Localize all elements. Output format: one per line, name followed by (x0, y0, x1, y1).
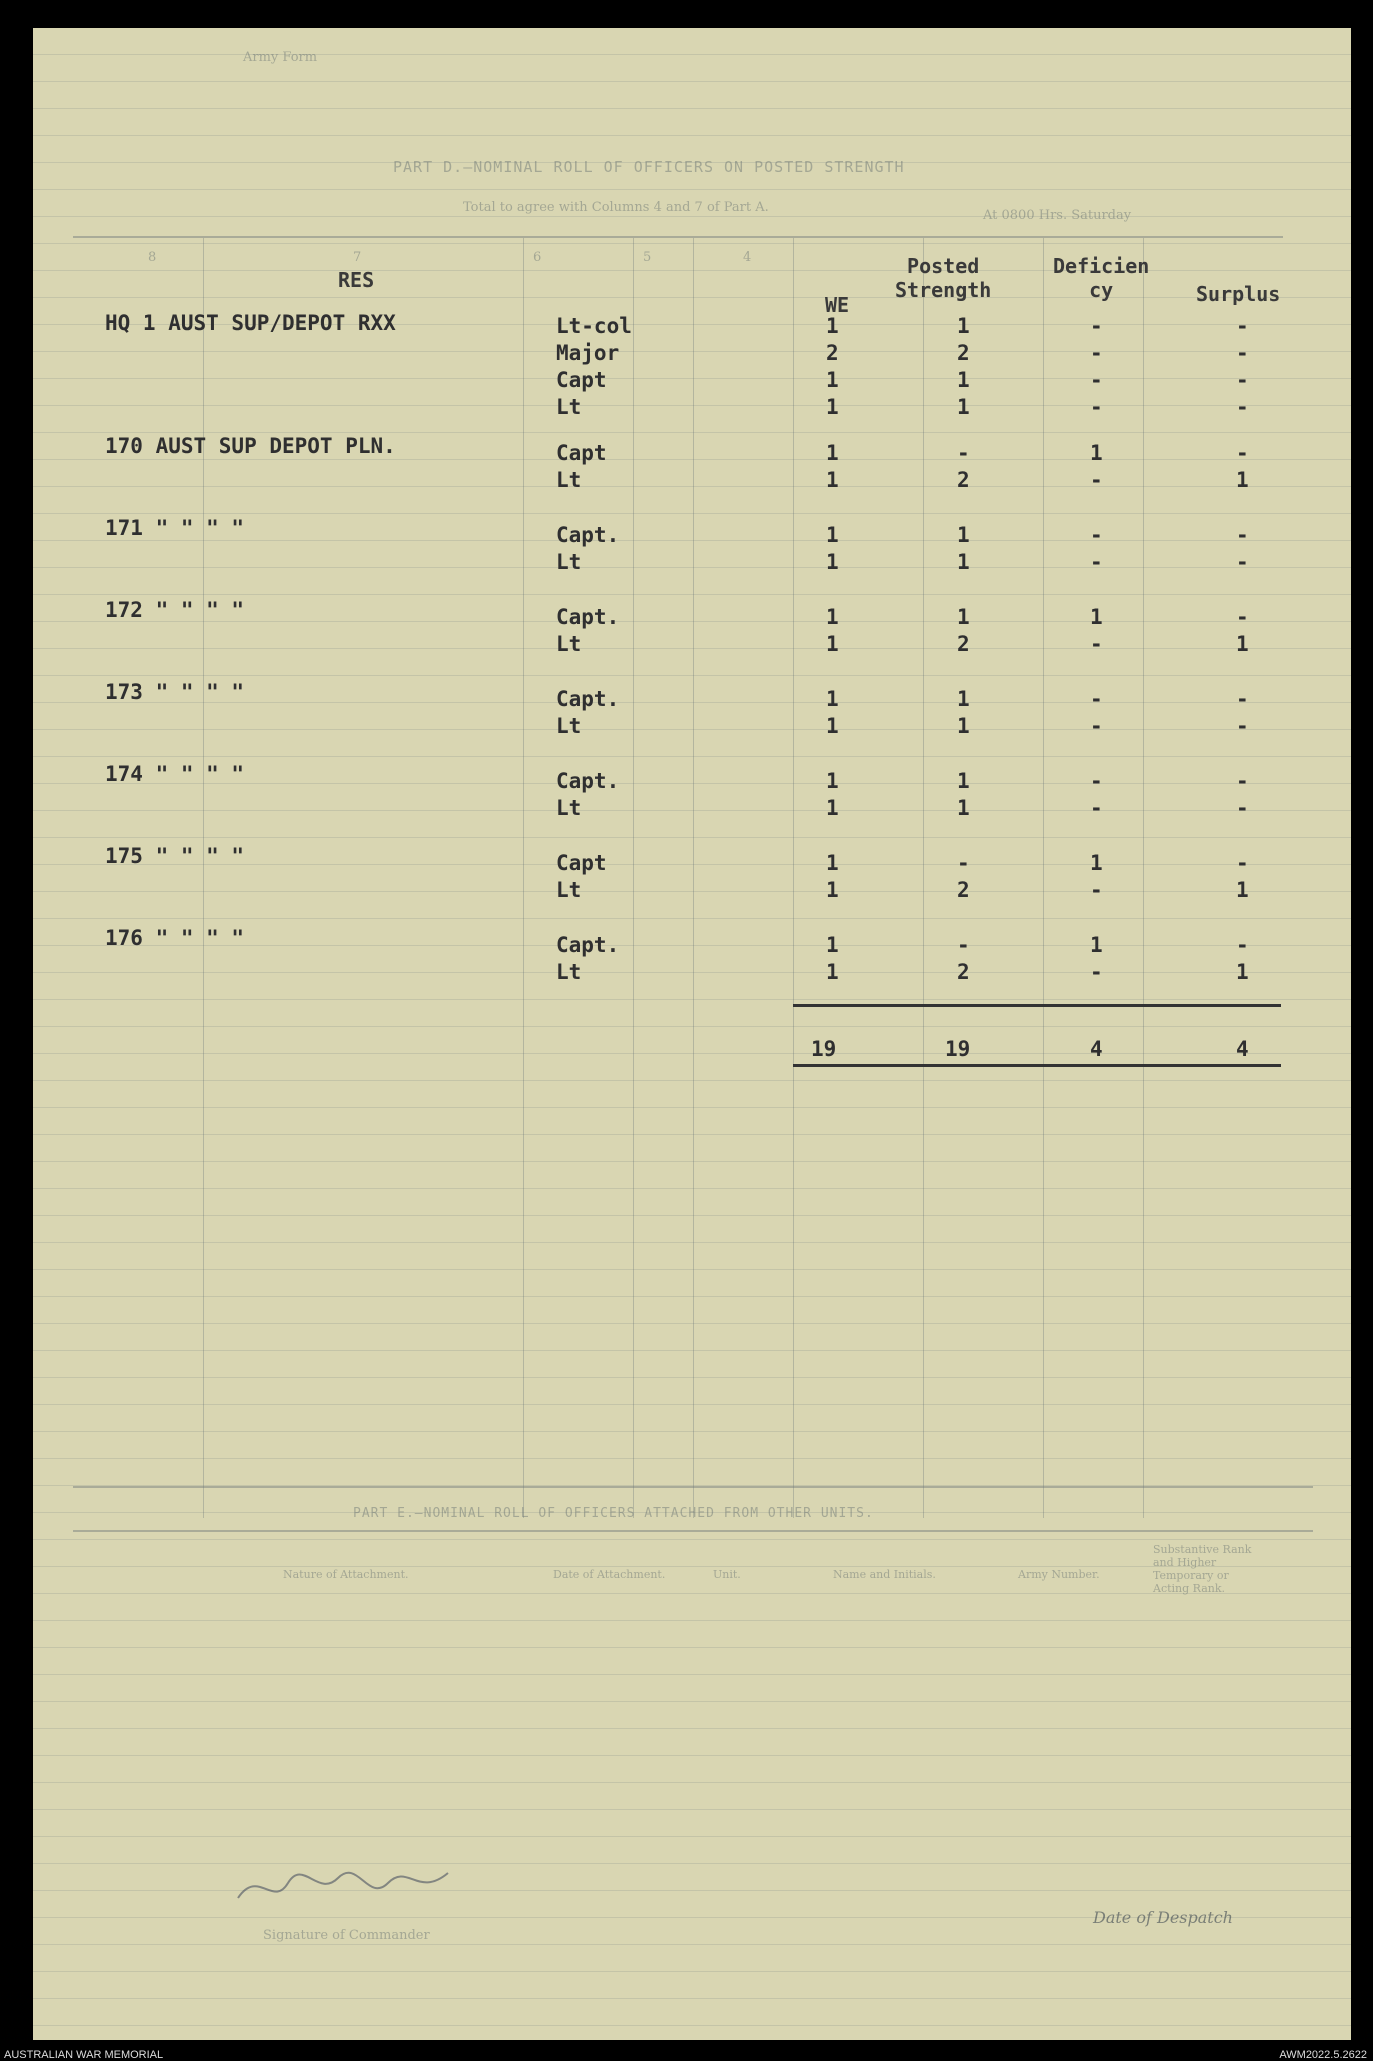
cell-rank: Lt (556, 796, 582, 820)
cell-rank: Lt (556, 632, 582, 656)
cell-def: 1 (1090, 441, 1103, 465)
cell-posted: 1 (957, 523, 970, 547)
cell-we: 1 (826, 878, 839, 902)
part-e-col-army-number: Army Number. (1018, 1568, 1100, 1581)
cell-rank: Major (556, 341, 620, 365)
cell-we: 1 (826, 796, 839, 820)
cell-def: - (1090, 769, 1103, 793)
document-page (33, 28, 1351, 2040)
part-e-col-name: Name and Initials. (833, 1568, 936, 1581)
cell-def: - (1090, 878, 1103, 902)
we-header: WE (825, 293, 850, 317)
res-header: RES (338, 268, 375, 292)
cell-def: - (1090, 314, 1103, 338)
cell-def: - (1090, 796, 1103, 820)
cell-we: 1 (826, 441, 839, 465)
total-deficiency: 4 (1090, 1037, 1103, 1061)
cell-we: 1 (826, 851, 839, 875)
cell-we: 1 (826, 368, 839, 392)
cell-def: - (1090, 368, 1103, 392)
unit-name: 176 " " " " (105, 926, 245, 950)
cell-sur: - (1236, 441, 1249, 465)
unit-name: 172 " " " " (105, 598, 245, 622)
posted-strength-header: Posted Strength (895, 254, 992, 302)
cell-we: 1 (826, 468, 839, 492)
cell-def: - (1090, 341, 1103, 365)
cell-posted: 1 (957, 687, 970, 711)
cell-rank: Capt (556, 441, 607, 465)
cell-rank: Capt. (556, 933, 620, 957)
cell-posted: - (957, 441, 970, 465)
footer-left: AUSTRALIAN WAR MEMORIAL (4, 2049, 164, 2061)
cell-sur: 1 (1236, 632, 1249, 656)
cell-sur: - (1236, 851, 1249, 875)
total-posted: 19 (945, 1037, 971, 1061)
form-note: Army Form (243, 50, 318, 65)
commander-signature (228, 1858, 458, 1918)
cell-posted: 1 (957, 368, 970, 392)
cell-sur: - (1236, 550, 1249, 574)
cell-posted: 1 (957, 796, 970, 820)
surplus-header: Surplus (1196, 282, 1281, 306)
cell-we: 1 (826, 395, 839, 419)
cell-rank: Lt (556, 878, 582, 902)
total-surplus: 4 (1236, 1037, 1249, 1061)
cell-we: 1 (826, 933, 839, 957)
total-rule-bottom (793, 1064, 1281, 1067)
cell-sur: - (1236, 395, 1249, 419)
cell-rank: Capt. (556, 523, 620, 547)
cell-posted: - (957, 933, 970, 957)
cell-sur: - (1236, 341, 1249, 365)
part-e-col-nature: Nature of Attachment. (283, 1568, 409, 1581)
cell-sur: - (1236, 314, 1249, 338)
cell-posted: - (957, 851, 970, 875)
cell-posted: 2 (957, 341, 970, 365)
cell-def: - (1090, 395, 1103, 419)
cell-rank: Lt (556, 960, 582, 984)
cell-def: - (1090, 468, 1103, 492)
cell-sur: - (1236, 368, 1249, 392)
cell-posted: 2 (957, 960, 970, 984)
total-rule-top (793, 1004, 1281, 1007)
col-number-8: 8 (148, 250, 157, 265)
unit-name: 174 " " " " (105, 762, 245, 786)
cell-def: 1 (1090, 933, 1103, 957)
cell-we: 1 (826, 314, 839, 338)
cell-def: - (1090, 960, 1103, 984)
part-e-col-rank: Substantive Rank and Higher Temporary or Acting Rank. (1153, 1543, 1252, 1595)
col-number-7: 7 (353, 250, 362, 265)
cell-rank: Lt (556, 468, 582, 492)
cell-posted: 1 (957, 769, 970, 793)
unit-name: 171 " " " " (105, 516, 245, 540)
part-e-title: PART E.–NOMINAL ROLL OF OFFICERS ATTACHED FROM OTHER UNITS. (353, 1506, 874, 1521)
cell-rank: Capt (556, 368, 607, 392)
signature-label: Signature of Commander (263, 1928, 430, 1943)
col-number-4: 4 (743, 250, 752, 265)
cell-def: 1 (1090, 851, 1103, 875)
unit-name: 170 AUST SUP DEPOT PLN. (105, 434, 396, 458)
footer-right: AWM2022.5.2622 (1279, 2049, 1367, 2061)
cell-rank: Capt. (556, 687, 620, 711)
cell-rank: Lt (556, 550, 582, 574)
cell-rank: Capt (556, 851, 607, 875)
cell-def: - (1090, 523, 1103, 547)
at-line: At 0800 Hrs. Saturday (983, 208, 1132, 223)
unit-name: 175 " " " " (105, 844, 245, 868)
cell-posted: 2 (957, 468, 970, 492)
cell-posted: 1 (957, 314, 970, 338)
cell-posted: 1 (957, 605, 970, 629)
col-number-5: 5 (643, 250, 652, 265)
cell-def: - (1090, 550, 1103, 574)
cell-rank: Lt (556, 714, 582, 738)
cell-we: 1 (826, 960, 839, 984)
cell-posted: 1 (957, 395, 970, 419)
cell-we: 1 (826, 605, 839, 629)
cell-rank: Lt (556, 395, 582, 419)
cell-sur: - (1236, 769, 1249, 793)
cell-def: - (1090, 687, 1103, 711)
unit-name: HQ 1 AUST SUP/DEPOT RXX (105, 311, 396, 335)
cell-sur: - (1236, 687, 1249, 711)
unit-name: 173 " " " " (105, 680, 245, 704)
cell-sur: - (1236, 933, 1249, 957)
cell-sur: - (1236, 796, 1249, 820)
date-of-despatch-label: Date of Despatch (1093, 1908, 1233, 1927)
cell-sur: 1 (1236, 960, 1249, 984)
cell-def: 1 (1090, 605, 1103, 629)
cell-rank: Capt. (556, 605, 620, 629)
cell-sur: 1 (1236, 468, 1249, 492)
cell-posted: 1 (957, 714, 970, 738)
cell-we: 1 (826, 632, 839, 656)
cell-posted: 2 (957, 632, 970, 656)
cell-sur: - (1236, 714, 1249, 738)
total-note: Total to agree with Columns 4 and 7 of Part A. (463, 200, 769, 215)
cell-we: 1 (826, 523, 839, 547)
cell-rank: Lt-col (556, 314, 632, 338)
cell-posted: 1 (957, 550, 970, 574)
cell-def: - (1090, 714, 1103, 738)
cell-we: 1 (826, 550, 839, 574)
cell-sur: 1 (1236, 878, 1249, 902)
cell-rank: Capt. (556, 769, 620, 793)
cell-posted: 2 (957, 878, 970, 902)
part-e-col-date: Date of Attachment. (553, 1568, 666, 1581)
part-e-col-unit: Unit. (713, 1568, 741, 1581)
col-number-6: 6 (533, 250, 542, 265)
total-we: 19 (811, 1037, 837, 1061)
part-d-title: PART D.–NOMINAL ROLL OF OFFICERS ON POSTED STRENGTH (393, 158, 905, 176)
cell-def: - (1090, 632, 1103, 656)
cell-we: 1 (826, 769, 839, 793)
cell-sur: - (1236, 605, 1249, 629)
cell-we: 2 (826, 341, 839, 365)
deficiency-header: Deficien cy (1053, 254, 1150, 302)
cell-we: 1 (826, 714, 839, 738)
cell-sur: - (1236, 523, 1249, 547)
cell-we: 1 (826, 687, 839, 711)
